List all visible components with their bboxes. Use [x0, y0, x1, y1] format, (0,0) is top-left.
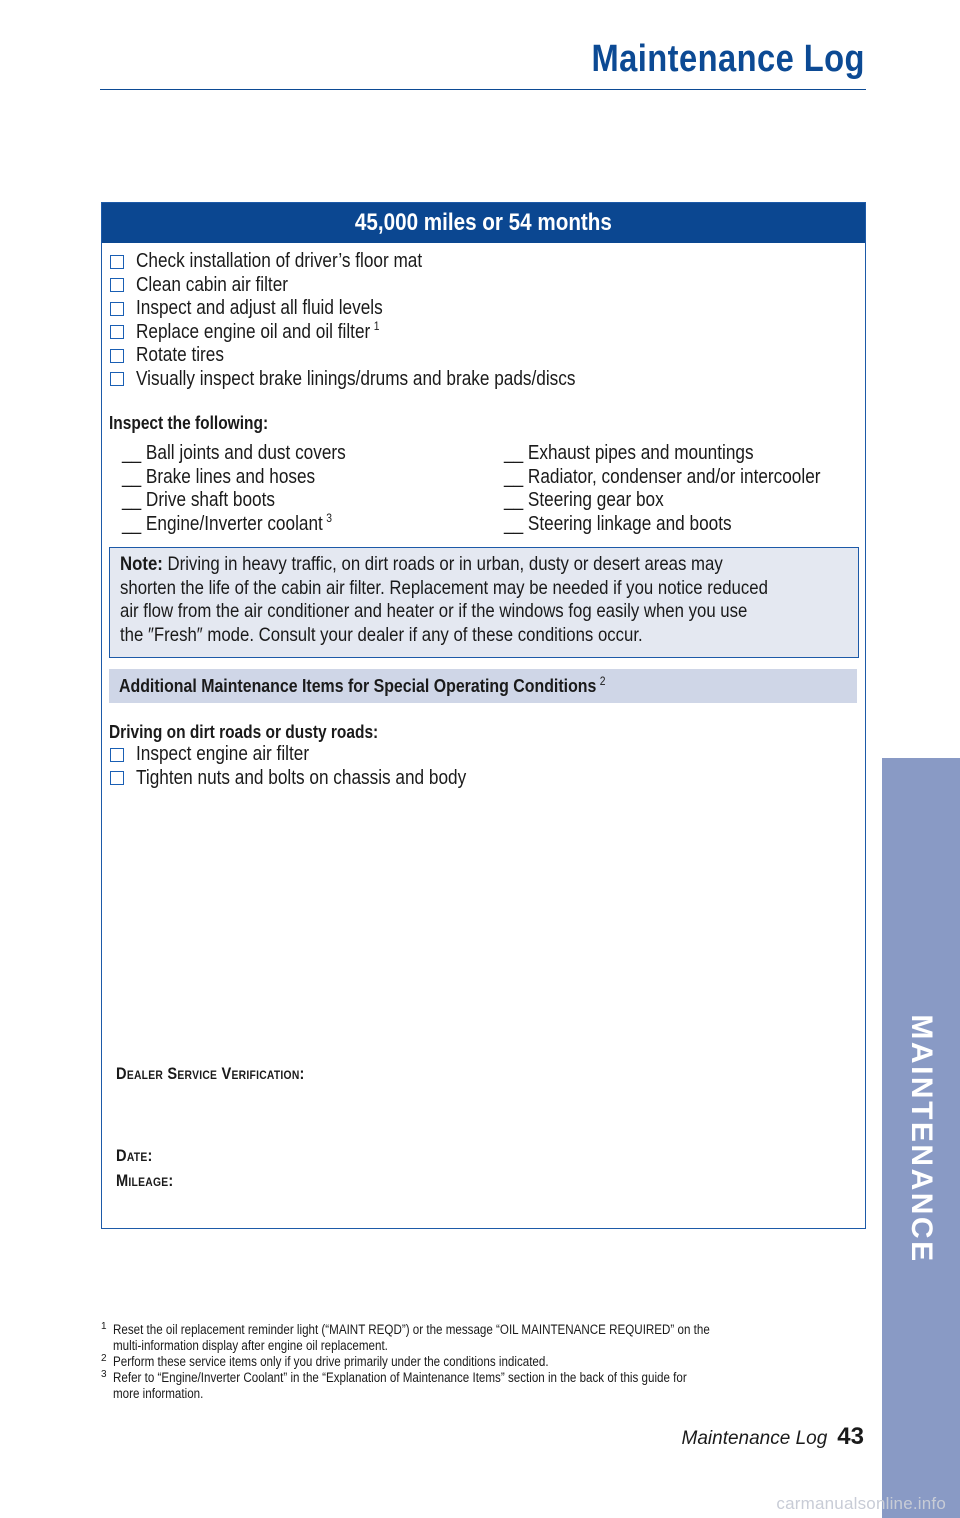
dirt-roads-checklist: [110, 743, 520, 790]
dealer-verification-label: Dealer Service Verification:: [116, 1064, 305, 1083]
title-divider: [100, 89, 866, 90]
checkbox-icon[interactable]: [110, 771, 124, 785]
footnote: 2 Perform these service items only if you drive primarily under the conditions indicated.: [101, 1353, 549, 1369]
checklist-item: Replace engine oil and oil filter $^1$: [110, 321, 647, 345]
checkbox-icon[interactable]: [110, 748, 124, 762]
checkbox-icon[interactable]: [110, 278, 124, 292]
dirt-roads-heading: Driving on dirt roads or dusty roads:: [109, 722, 379, 742]
checklist-item: Tighten nuts and bolts on chassis and body: [110, 767, 520, 791]
section-tab-label: MAINTENANCE: [905, 1014, 938, 1264]
inspect-list-right: [504, 442, 872, 536]
inspect-item: __ Drive shaft boots: [122, 489, 275, 511]
inspect-item: __ Ball joints and dust covers: [122, 442, 346, 464]
footer-label: Maintenance Log: [681, 1428, 828, 1449]
inspect-item: __ Radiator, condenser and/or intercooler: [504, 465, 821, 488]
footnote: 3 Refer to “Engine/Inverter Coolant” in the “Explanation of Maintenance Items” section in the back of this guide for more information.: [101, 1369, 687, 1401]
page-title: Maintenance Log: [591, 38, 865, 80]
note-label: Note:: [120, 553, 163, 575]
service-checklist: [110, 250, 647, 391]
inspect-heading: Inspect the following:: [109, 413, 269, 433]
checkbox-icon[interactable]: [110, 255, 124, 269]
inspect-item: __ Engine/Inverter coolant $^3$: [122, 510, 333, 535]
checkbox-icon[interactable]: [110, 349, 124, 363]
inspect-item: __ Exhaust pipes and mountings: [504, 442, 754, 464]
inspect-item: __ Steering gear box: [504, 489, 664, 511]
additional-items-heading: Additional Maintenance Items for Special Operating Conditions $^2$: [109, 669, 857, 703]
interval-header: 45,000 miles or 54 months: [102, 203, 865, 243]
mileage-label: Mileage:: [116, 1171, 174, 1190]
checklist-item: Clean cabin air filter: [110, 274, 647, 298]
checkbox-icon[interactable]: [110, 372, 124, 386]
checkbox-icon[interactable]: [110, 302, 124, 316]
page-number: 43: [837, 1423, 864, 1450]
footnotes: [101, 1322, 861, 1402]
footnote-ref: 3: [326, 510, 333, 525]
footnote: 1 Reset the oil replacement reminder light (“MAINT REQD”) or the message “OIL MAINTENANCE REQUIRED” on the multi-information display after engine oil replacement.: [101, 1321, 710, 1353]
inspect-item: __ Brake lines and hoses: [122, 465, 316, 488]
watermark: carmanualsonline.info: [776, 1494, 946, 1513]
checkbox-icon[interactable]: [110, 325, 124, 339]
footnote-ref: 2: [599, 673, 606, 688]
page-footer: [682, 1423, 864, 1451]
checklist-item: Check installation of driver’s floor mat: [110, 250, 647, 274]
checklist-item: Inspect and adjust all fluid levels: [110, 297, 647, 321]
inspect-list-left: [122, 442, 382, 536]
date-label: Date:: [116, 1146, 153, 1165]
checklist-item: Rotate tires: [110, 344, 647, 368]
maintenance-log-card: [101, 202, 866, 1229]
note-box: Note: Driving in heavy traffic, on dirt roads or in urban, dusty or desert areas may shorten the life of the cabin air filter. Replacement may be needed if you notice reduced air flow from the air conditioner and heater or if the windows fog easily when you use the ″Fresh″ mode. Consult your dealer if any of these conditions occur.: [109, 547, 859, 658]
checklist-item: Visually inspect brake linings/drums and brake pads/discs: [110, 368, 647, 392]
checklist-item: Inspect engine air filter: [110, 743, 520, 767]
footnote-ref: 1: [373, 319, 380, 334]
inspect-item: __ Steering linkage and boots: [504, 512, 732, 535]
